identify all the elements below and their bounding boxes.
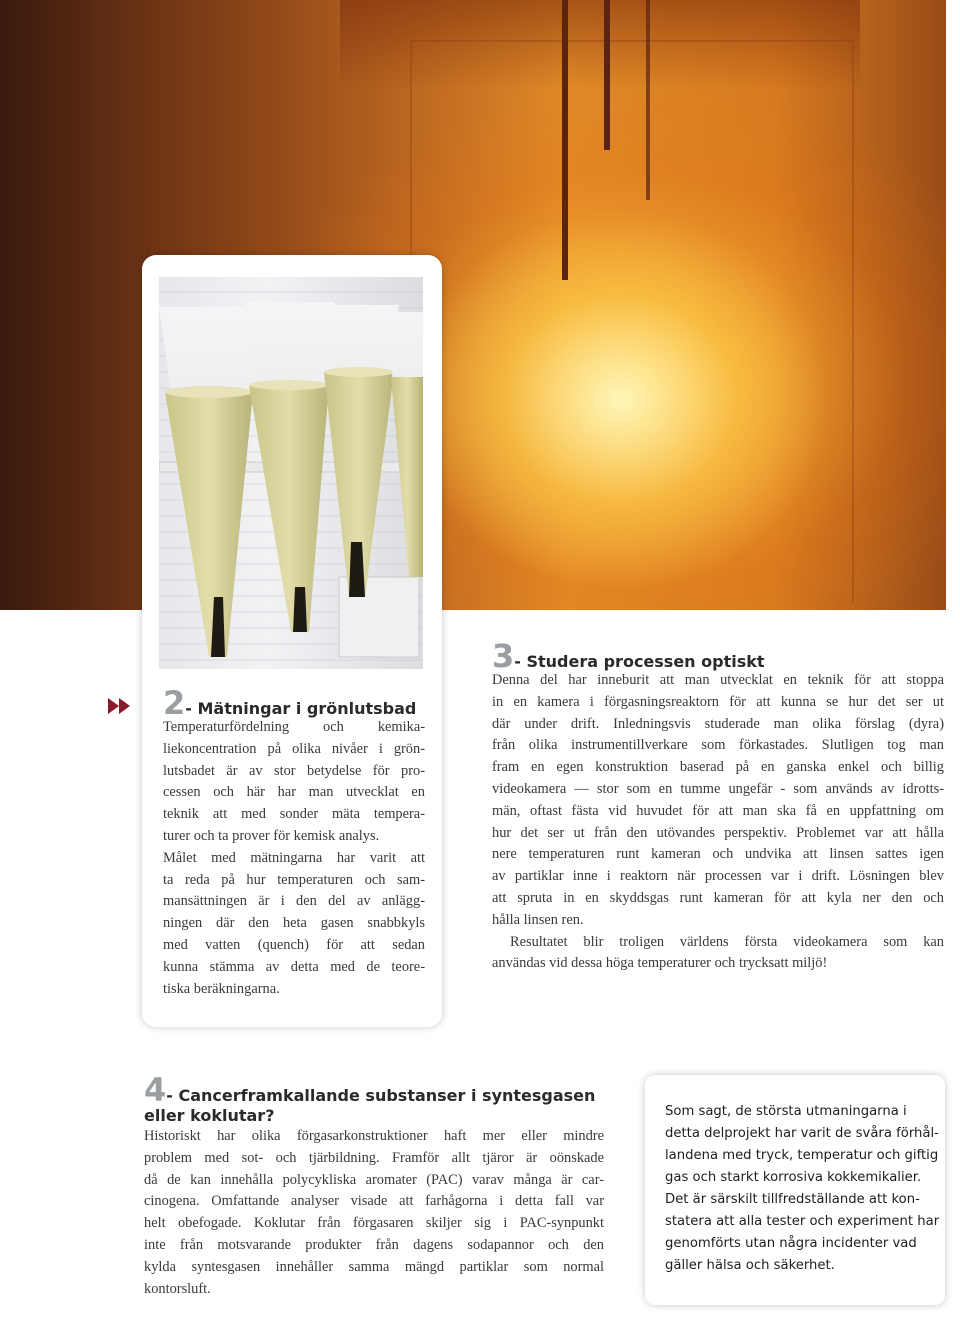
- section-title: - Studera processen optiskt: [514, 652, 765, 671]
- section-number: 2: [163, 684, 186, 722]
- section-4-heading: [144, 1071, 604, 1126]
- body-line: cinogena. Omfattande analyser visade att farhågorna i detta fall var: [144, 1193, 604, 1210]
- section-number: 4: [144, 1071, 167, 1109]
- cones-illustration: [159, 277, 423, 669]
- callout-line: Det är särskilt tillfredställande att kon-: [665, 1192, 920, 1207]
- cone: [159, 307, 259, 657]
- body-line: turer och ta prover för kemisk analys.: [163, 827, 380, 844]
- body-line: från olika instrumentillverkare som förkastades. Slutligen tog man: [492, 737, 944, 754]
- body-line: män, oftast fästa vid huvudet för att man ska få en uppfattning om: [492, 802, 944, 819]
- furnace-probe-rod: [646, 0, 650, 200]
- cone: [387, 312, 423, 577]
- body-line: ta reda på hur temperaturen och sam-: [163, 871, 425, 888]
- section-2: [163, 684, 425, 1000]
- body-line: mansättningen är i den del av anlägg-: [163, 893, 425, 910]
- furnace-chamber: [410, 40, 854, 602]
- body-line: helt obefogade. Koklutar från förgasaren skiljer sig i PAC-synpunkt: [144, 1215, 604, 1232]
- furnace-probe-rod: [604, 0, 610, 150]
- body-line: Denna del har inneburit att man utvecklat en teknik för att stoppa: [492, 672, 944, 688]
- body-line: av partiklar inne i reaktorn när processen var i drift. Lösningen blev: [492, 868, 944, 885]
- section-3-heading: [492, 637, 944, 675]
- section-3: [492, 637, 944, 975]
- section-title: - Cancerframkallande substanser i syntesgasen: [166, 1086, 596, 1105]
- body-line: hålla linsen ren.: [492, 911, 584, 928]
- body-line: videokamera — stor som en tumme ungefär - som används av idrotts-: [492, 780, 944, 797]
- body-line: där under drift. Inledningsvis studerade man olika förslag (dyra): [492, 715, 944, 732]
- double-arrow-icon: [108, 698, 134, 714]
- body-line: fram en egen konstruktion baserad på en ganska enkel och billig: [492, 759, 944, 776]
- body-line: problem med sot- och tjärbildning. Framför allt tjäror är oönskade: [144, 1149, 604, 1166]
- body-line: hur det ser ut från den utövandes perspektiv. Problemet var att hålla: [492, 824, 944, 841]
- section-number: 3: [492, 637, 515, 675]
- body-line: då de kan innehålla polycykliska aromater (PAC) varav många är car-: [144, 1171, 604, 1188]
- body-line: kylda syntesgasen innehåller samma mängd partiklar som normal: [144, 1258, 604, 1275]
- body-line: in en kamera i förgasningsreaktorn för att kunna se hur det ser ut: [492, 693, 944, 710]
- body-line: kunna stämma av detta med de teore-: [163, 958, 425, 975]
- body-line: Historiskt har olika förgasarkonstruktioner haft mer eller mindre: [144, 1128, 604, 1144]
- callout-line: statera att alla tester och experiment har: [665, 1214, 940, 1229]
- body-line: användas vid dessa höga temperaturer och trycksatt miljö!: [492, 955, 828, 972]
- imhoff-cones-photo: [159, 277, 423, 669]
- body-line: cessen och här har man utvecklat en: [163, 784, 425, 801]
- body-line: med vatten (quench) för att sedan: [163, 936, 425, 953]
- callout-box: [645, 1075, 945, 1305]
- body-line: liekoncentration på olika nivåer i grön-: [163, 740, 425, 757]
- body-line: Temperaturfördelning och kemika-: [163, 719, 425, 735]
- body-line: teknik att med sonder mäta tempera-: [163, 806, 425, 823]
- cone: [319, 305, 399, 597]
- section-2-heading: [163, 684, 425, 722]
- furnace-probe-rod: [562, 0, 568, 280]
- body-line: lutsbadet är av stor betydelse för pro-: [163, 762, 425, 779]
- body-line: inte från motsvarande produkter från dagens sodapannor och den: [144, 1236, 604, 1253]
- section-4: [144, 1071, 604, 1300]
- section-title: - Mätningar i grönlutsbad: [185, 699, 417, 718]
- callout-line: gäller hälsa och säkerhet.: [665, 1258, 835, 1273]
- callout-line: genomförts utan några incidenter vad: [665, 1236, 917, 1251]
- body-line: Resultatet blir troligen världens första videokamera som kan: [510, 933, 944, 950]
- callout-line: landena med tryck, temperatur och giftig: [665, 1148, 939, 1163]
- callout-line: Som sagt, de största utmaningarna i: [665, 1104, 907, 1119]
- body-line: att spruta in en skyddsgas runt kameran för att kyla ner den och: [492, 889, 944, 906]
- body-line: nere temperaturen runt kameran och undvika att linsen sattes igen: [492, 846, 944, 863]
- callout-line: gas och starkt korrosiva kokkemikalier.: [665, 1170, 922, 1185]
- body-line: kontorsluft.: [144, 1280, 211, 1297]
- body-line: Målet med mätningarna har varit att: [163, 849, 425, 866]
- section-title-continued: eller koklutar?: [144, 1106, 275, 1125]
- body-line: tiska beräkningarna.: [163, 980, 280, 997]
- callout-line: detta delprojekt har varit de svåra förhål-: [665, 1126, 939, 1141]
- body-line: ningen där den heta gasen snabbkyls: [163, 915, 425, 932]
